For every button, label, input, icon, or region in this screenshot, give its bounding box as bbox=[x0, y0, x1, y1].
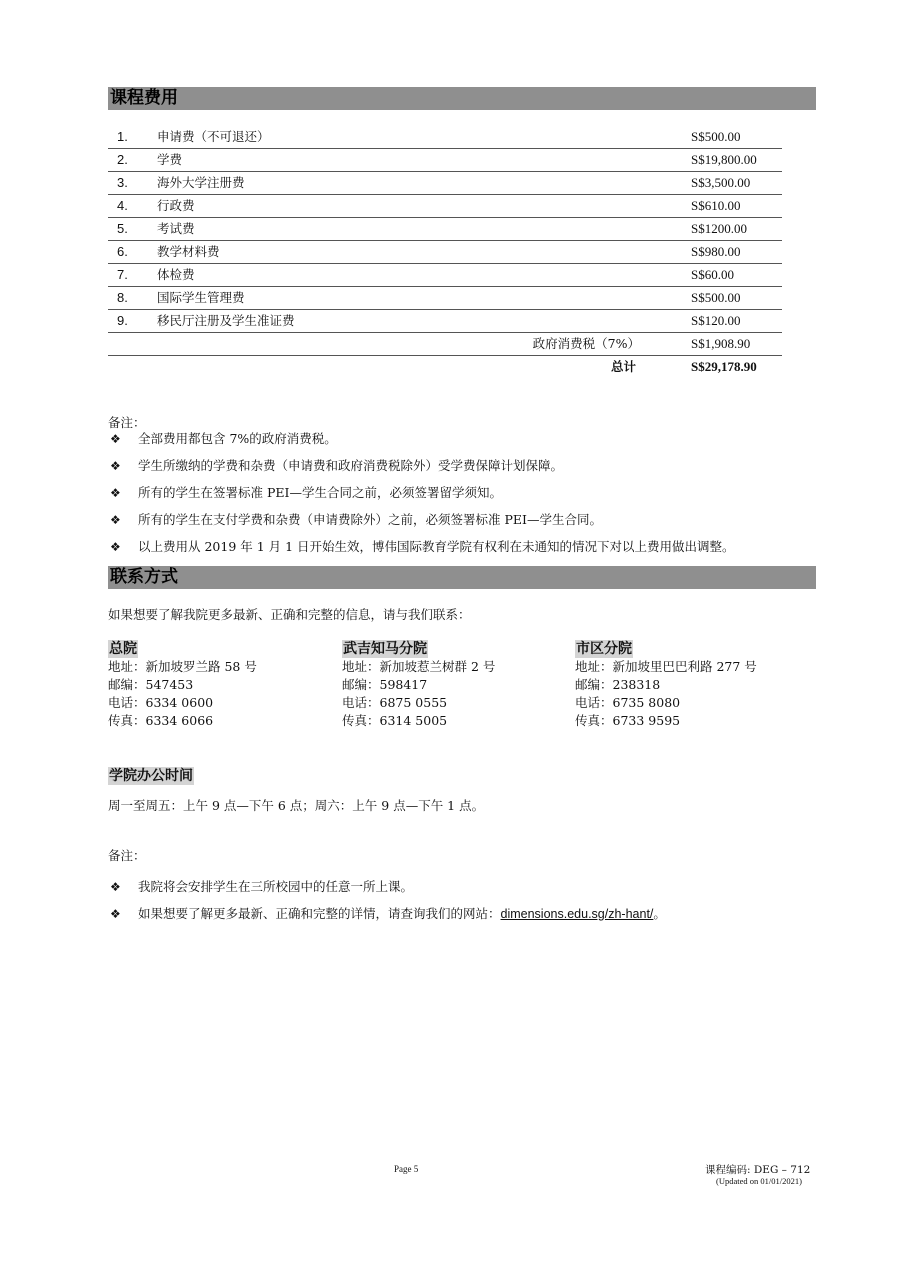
note-suffix: 。 bbox=[653, 906, 666, 921]
fee-amount: S$500.00 bbox=[691, 129, 741, 144]
campus-phone: 电话：6735 8080 bbox=[575, 695, 681, 710]
fee-amount: S$1200.00 bbox=[691, 221, 747, 236]
contact-section-header bbox=[108, 566, 816, 589]
updated-date: (Updated on 01/01/2021) bbox=[716, 1176, 802, 1186]
note-text: 所有的学生在支付学费和杂费（申请费除外）之前，必须签署标准 PEI—学生合同。 bbox=[138, 512, 602, 527]
diamond-bullet-icon: ❖ bbox=[110, 907, 121, 921]
total-amount: S$29,178.90 bbox=[691, 359, 757, 374]
diamond-bullet-icon: ❖ bbox=[110, 880, 121, 894]
note-text: 全部费用都包含 7%的政府消费税。 bbox=[138, 431, 337, 446]
page-number: Page 5 bbox=[394, 1164, 419, 1174]
course-code: 课程编码: DEG – 712 bbox=[705, 1164, 811, 1176]
list-item bbox=[108, 458, 828, 474]
fee-number: 3. bbox=[117, 175, 128, 190]
campus-name: 武吉知马分院 bbox=[343, 641, 427, 657]
campus-name: 市区分院 bbox=[576, 641, 632, 657]
table-row bbox=[108, 149, 782, 172]
total-row bbox=[108, 356, 782, 380]
fees-section-header bbox=[108, 87, 816, 110]
fee-name: 教学材料费 bbox=[157, 244, 220, 259]
campus-phone: 电话：6875 0555 bbox=[342, 695, 448, 710]
fee-amount: S$500.00 bbox=[691, 290, 741, 305]
campus-postal: 邮编：238318 bbox=[575, 677, 661, 692]
note-text: 学生所缴纳的学费和杂费（申请费和政府消费税除外）受学费保障计划保障。 bbox=[138, 458, 564, 473]
tax-label: 政府消费税（7%） bbox=[532, 336, 640, 351]
list-item bbox=[108, 431, 828, 447]
website-link[interactable]: dimensions.edu.sg/zh-hant/ bbox=[500, 907, 654, 921]
table-row bbox=[108, 264, 782, 287]
campus-headquarters bbox=[108, 640, 257, 730]
fee-number: 6. bbox=[117, 244, 128, 259]
diamond-bullet-icon: ❖ bbox=[110, 540, 121, 554]
contact-notes-list bbox=[108, 879, 828, 933]
fee-number: 5. bbox=[117, 221, 128, 236]
fee-table bbox=[108, 126, 782, 380]
fee-name: 行政费 bbox=[157, 198, 195, 213]
contact-notes-label: 备注： bbox=[108, 848, 146, 863]
fee-amount: S$120.00 bbox=[691, 313, 741, 328]
campus-address: 地址：新加坡惹兰树群 2 号 bbox=[342, 659, 496, 674]
note-text: 我院将会安排学生在三所校园中的任意一所上课。 bbox=[138, 879, 414, 894]
note-text: 如果想要了解更多最新、正确和完整的详情，请查询我们的网站： bbox=[138, 906, 501, 921]
diamond-bullet-icon: ❖ bbox=[110, 432, 121, 446]
fee-amount: S$610.00 bbox=[691, 198, 741, 213]
campus-phone: 电话：6334 0600 bbox=[108, 695, 214, 710]
fee-name: 海外大学注册费 bbox=[157, 175, 245, 190]
campus-address: 地址：新加坡罗兰路 58 号 bbox=[108, 659, 257, 674]
fee-name: 申请费（不可退还） bbox=[157, 129, 270, 144]
campus-postal: 邮编：598417 bbox=[342, 677, 428, 692]
table-row bbox=[108, 241, 782, 264]
campus-address: 地址：新加坡里巴巴利路 277 号 bbox=[575, 659, 757, 674]
campus-fax: 传真：6733 9595 bbox=[575, 713, 681, 728]
fee-amount: S$19,800.00 bbox=[691, 152, 757, 167]
fee-name: 移民厅注册及学生准证费 bbox=[157, 313, 295, 328]
table-row bbox=[108, 172, 782, 195]
campus-postal: 邮编：547453 bbox=[108, 677, 194, 692]
list-item bbox=[108, 906, 828, 922]
fee-notes-label: 备注： bbox=[108, 415, 146, 430]
fee-notes-list bbox=[108, 431, 828, 566]
diamond-bullet-icon: ❖ bbox=[110, 459, 121, 473]
diamond-bullet-icon: ❖ bbox=[110, 513, 121, 527]
campus-name: 总院 bbox=[109, 641, 137, 657]
table-row bbox=[108, 287, 782, 310]
campus-fax: 传真：6334 6066 bbox=[108, 713, 214, 728]
fee-name: 考试费 bbox=[157, 221, 195, 236]
contact-intro: 如果想要了解我院更多最新、正确和完整的信息，请与我们联系： bbox=[108, 607, 471, 622]
fee-amount: S$60.00 bbox=[691, 267, 734, 282]
list-item bbox=[108, 512, 828, 528]
fee-name: 学费 bbox=[157, 152, 183, 167]
fee-number: 1. bbox=[117, 129, 128, 144]
campus-bukit-timah bbox=[342, 640, 495, 730]
list-item bbox=[108, 879, 828, 895]
tax-row bbox=[108, 333, 782, 356]
campus-fax: 传真：6314 5005 bbox=[342, 713, 448, 728]
diamond-bullet-icon: ❖ bbox=[110, 486, 121, 500]
fee-name: 体检费 bbox=[157, 267, 195, 282]
fee-amount: S$980.00 bbox=[691, 244, 741, 259]
fee-amount: S$3,500.00 bbox=[691, 175, 751, 190]
total-label: 总计 bbox=[610, 359, 636, 374]
list-item bbox=[108, 539, 828, 555]
list-item bbox=[108, 485, 828, 501]
fee-number: 2. bbox=[117, 152, 128, 167]
fee-number: 4. bbox=[117, 198, 128, 213]
fee-number: 7. bbox=[117, 267, 128, 282]
campus-city bbox=[575, 640, 757, 730]
table-row bbox=[108, 310, 782, 333]
tax-amount: S$1,908.90 bbox=[691, 336, 751, 351]
note-text: 以上费用从 2019 年 1 月 1 日开始生效，博伟国际教育学院有权利在未通知的情况下对以上费用做出调整。 bbox=[138, 539, 735, 554]
fee-name: 国际学生管理费 bbox=[157, 290, 245, 305]
contact-section-title: 联系方式 bbox=[110, 567, 178, 587]
table-row bbox=[108, 218, 782, 241]
office-hours-title: 学院办公时间 bbox=[109, 768, 193, 784]
office-hours-text: 周一至周五：上午 9 点—下午 6 点；周六：上午 9 点—下午 1 点。 bbox=[108, 798, 485, 813]
fee-number: 8. bbox=[117, 290, 128, 305]
fee-number: 9. bbox=[117, 313, 128, 328]
fees-section-title: 课程费用 bbox=[110, 88, 178, 108]
table-row bbox=[108, 195, 782, 218]
note-text: 所有的学生在签署标准 PEI—学生合同之前，必须签署留学须知。 bbox=[138, 485, 502, 500]
table-row bbox=[108, 126, 782, 149]
